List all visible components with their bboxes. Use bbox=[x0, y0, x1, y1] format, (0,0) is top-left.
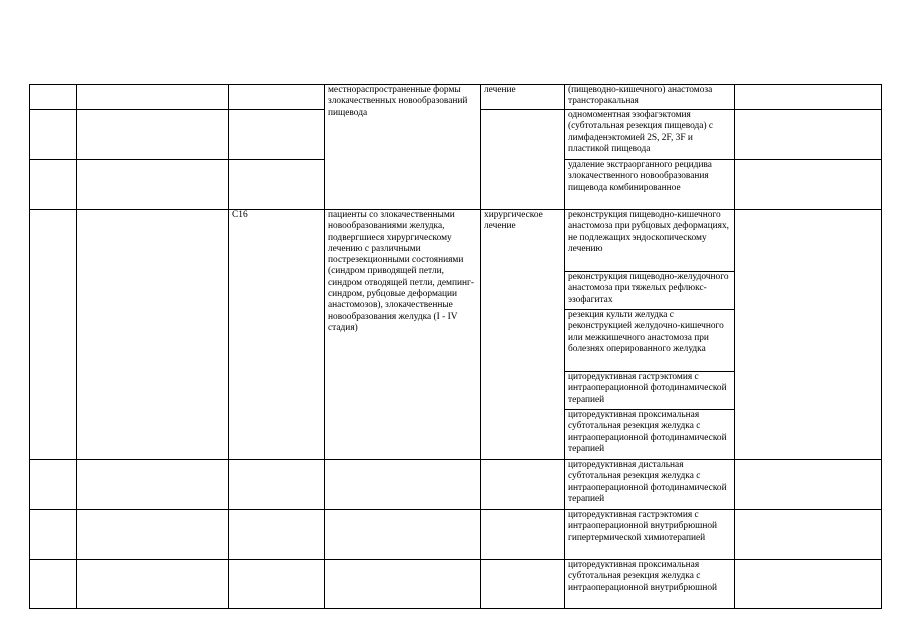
profile-cell bbox=[77, 160, 229, 210]
method-text: циторедуктивная гастрэктомия с интраоперационной фотодинамической терапией bbox=[568, 372, 727, 405]
method-text: циторедуктивная проксимальная субтотальная резекция желудка с интраоперационной фотодинамической терапией bbox=[568, 410, 727, 454]
row-number-cell bbox=[30, 460, 77, 510]
code-cell bbox=[229, 85, 325, 110]
profile-cell bbox=[77, 210, 229, 460]
table-row bbox=[30, 85, 882, 110]
method-text: циторедуктивная гастрэктомия с интраоперационной внутрибрюшной гипертермической химиотерапией bbox=[568, 510, 718, 543]
patient-model-cell bbox=[325, 85, 481, 210]
treatment-type-cell bbox=[481, 85, 565, 110]
cost-cell bbox=[735, 85, 882, 110]
treatment-type-text: лечение bbox=[484, 85, 516, 95]
row-number-cell bbox=[30, 510, 77, 560]
cost-cell bbox=[735, 110, 882, 160]
method-text: одномоментная эзофагэктомия (субтотальная резекция пищевода) с лимфаденэктомией 2S, 2F, 3F и пластикой пищевода bbox=[568, 110, 714, 154]
cost-cell bbox=[735, 460, 882, 510]
profile-cell bbox=[77, 560, 229, 609]
method-cell bbox=[565, 310, 735, 372]
method-cell bbox=[565, 272, 735, 310]
medical-procedures-table bbox=[29, 84, 882, 609]
code-cell bbox=[229, 210, 325, 460]
profile-cell bbox=[77, 460, 229, 510]
method-text: удаление экстраорганного рецидива злокачественного новообразования пищевода комбинированное bbox=[568, 160, 712, 193]
method-cell bbox=[565, 510, 735, 560]
method-cell bbox=[565, 160, 735, 210]
row-number-cell bbox=[30, 560, 77, 609]
profile-cell bbox=[77, 110, 229, 160]
treatment-type-cell bbox=[481, 560, 565, 609]
method-cell bbox=[565, 460, 735, 510]
method-text: циторедуктивная проксимальная субтотальная резекция желудка с интраоперационной внутрибрюшной bbox=[568, 560, 718, 593]
method-cell bbox=[565, 110, 735, 160]
code-cell bbox=[229, 510, 325, 560]
method-text: реконструкция пищеводно-кишечного анастомоза при рубцовых деформациях, не подлежащих эндоскопическому лечению bbox=[568, 210, 729, 254]
patient-model-text: пациенты со злокачественными новообразованиями желудка, подвергшиеся хирургическому лечению с различными пострезекционными состояниями (синдром приводящей петли, синдром отводящей петли, демпинг-синдром, рубцовые деформации анастомозов), злокачественные новообразования желудка (I - IV стадия) bbox=[328, 210, 475, 333]
cost-cell bbox=[735, 510, 882, 560]
table-row bbox=[30, 560, 882, 609]
table-row bbox=[30, 460, 882, 510]
treatment-type-text: хирургическое лечение bbox=[484, 210, 543, 232]
patient-model-cell bbox=[325, 460, 481, 510]
code-cell bbox=[229, 460, 325, 510]
code-cell bbox=[229, 560, 325, 609]
row-number-cell bbox=[30, 85, 77, 110]
method-cell bbox=[565, 560, 735, 609]
patient-model-cell bbox=[325, 510, 481, 560]
treatment-type-cell bbox=[481, 460, 565, 510]
profile-cell bbox=[77, 510, 229, 560]
method-cell bbox=[565, 85, 735, 110]
profile-cell bbox=[77, 85, 229, 110]
method-text: циторедуктивная дистальная субтотальная резекция желудка с интраоперационной фотодинамической терапией bbox=[568, 460, 727, 504]
treatment-type-cell bbox=[481, 110, 565, 210]
method-cell bbox=[565, 410, 735, 460]
patient-model-text: местнораспространенные формы злокачественных новообразований пищевода bbox=[328, 85, 468, 118]
method-text: реконструкция пищеводно-желудочного анастомоза при тяжелых рефлюкс-эзофагитах bbox=[568, 272, 729, 305]
method-text: резекция культи желудка с реконструкцией желудочно-кишечного или межкишечного анастомоза при болезнях оперированного желудка bbox=[568, 310, 724, 354]
code-cell bbox=[229, 160, 325, 210]
code-cell bbox=[229, 110, 325, 160]
method-cell bbox=[565, 372, 735, 410]
patient-model-cell bbox=[325, 560, 481, 609]
row-number-cell bbox=[30, 160, 77, 210]
treatment-type-cell bbox=[481, 210, 565, 460]
diagnosis-code-text: C16 bbox=[232, 210, 248, 220]
patient-model-cell bbox=[325, 210, 481, 460]
cost-cell bbox=[735, 160, 882, 210]
row-number-cell bbox=[30, 110, 77, 160]
cost-cell bbox=[735, 210, 882, 460]
table-row bbox=[30, 210, 882, 272]
treatment-type-cell bbox=[481, 510, 565, 560]
row-number-cell bbox=[30, 210, 77, 460]
method-cell bbox=[565, 210, 735, 272]
method-text: (пищеводно-кишечного) анастомоза трансторакальная bbox=[568, 85, 713, 107]
cost-cell bbox=[735, 560, 882, 609]
table-row bbox=[30, 510, 882, 560]
